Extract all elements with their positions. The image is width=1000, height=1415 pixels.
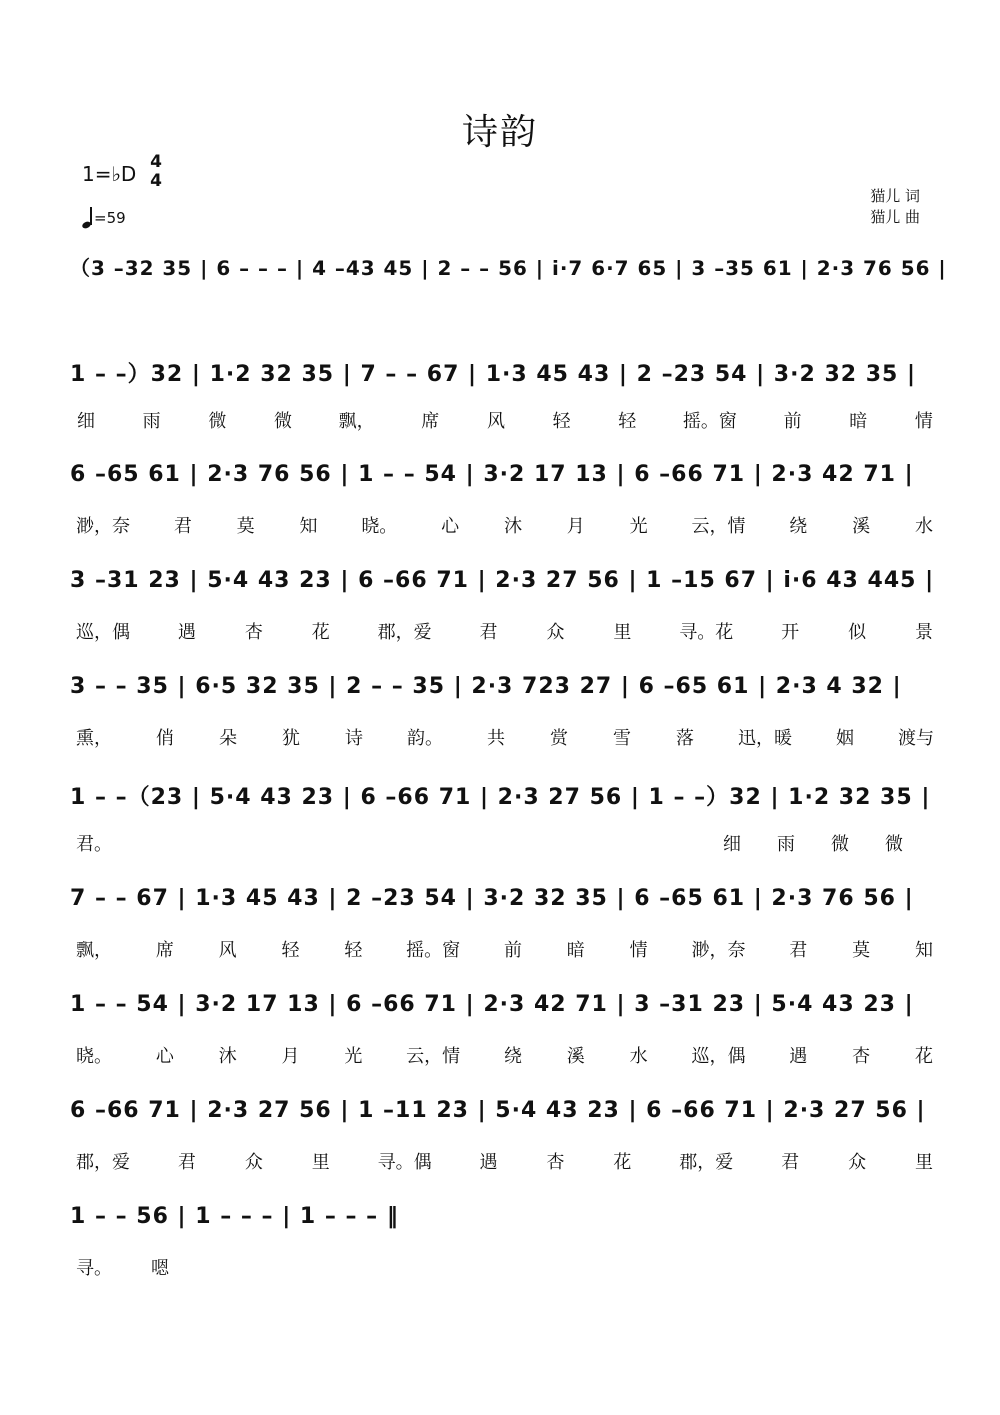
lyric-syllable: 光 [344,1046,363,1067]
lyric-syllable: 花 [613,1152,632,1173]
lyric-syllable: 暗 [849,411,868,432]
lyric-syllable: 风 [218,940,237,961]
lyric-syllable: 落 [676,728,694,749]
lyric-syllable: 知 [914,940,933,961]
lyric-syllable: 溪 [566,1046,585,1067]
lyric-syllable: 郡，爱 [76,1152,130,1173]
lyric-syllable: 绕 [789,516,808,537]
lyric-syllable: 轻 [344,940,363,961]
composer-credit: 猫儿 曲 [870,208,920,226]
notation-line: 1 – –（23 | 5·4 43 23 | 6 –66 71 | 2·3 27 56 | 1 – –）32 | 1·2 32 35 | [70,785,931,810]
lyrics-line [70,1042,940,1068]
lyric-syllable: 似 [848,622,867,643]
lyric-syllable: 熏， [76,728,112,749]
lyric-syllable: 微 [831,834,849,855]
lyric-syllable: 景 [914,622,933,643]
lyric-syllable: 共 [487,728,505,749]
lyric-syllable: 郡，爱 [679,1152,734,1173]
lyric-syllable: 溪 [852,516,871,537]
lyric-syllable: 雨 [777,834,795,855]
lyric-syllable: 摇。窗 [682,411,737,432]
lyric-syllable: 云，情 [691,516,746,537]
lyric-syllable: 轻 [281,940,300,961]
lyric-syllable: 席 [421,411,440,432]
lyric-syllable: 水 [629,1046,648,1067]
credits [870,186,920,228]
lyric-syllable: 晓。 [76,1046,112,1067]
lyric-syllable: 渺，奈 [76,516,130,537]
lyric-syllable: 遇 [479,1152,498,1173]
lyric-syllable: 韵。 [407,728,443,749]
notation-line: 6 –65 61 | 2·3 76 56 | 1 – – 54 | 3·2 17 13 | 6 –66 71 | 2·3 42 71 | [70,462,914,487]
lyric-syllable: 巡，偶 [76,622,130,643]
lyric-syllable: 渺，奈 [691,940,746,961]
lyric-syllable: 莫 [236,516,255,537]
lyric-syllable: 里 [613,622,632,643]
notation-line: 1 – –）32 | 1·2 32 35 | 7 – – 67 | 1·3 45 43 | 2 –23 54 | 3·2 32 35 | [70,362,917,387]
time-signature [147,153,165,191]
notation-line: 7 – – 67 | 1·3 45 43 | 2 –23 54 | 3·2 32 35 | 6 –65 61 | 2·3 76 56 | [70,886,914,911]
notation-line: 1 – – 54 | 3·2 17 13 | 6 –66 71 | 2·3 42 71 | 3 –31 23 | 5·4 43 23 | [70,992,914,1017]
notation-line: 6 –66 71 | 2·3 27 56 | 1 –11 23 | 5·4 43 23 | 6 –66 71 | 2·3 27 56 | [70,1098,926,1123]
lyric-syllable: 寻。偶 [377,1152,432,1173]
lyric-syllable: 前 [503,940,522,961]
lyric-syllable: 开 [781,622,800,643]
lyric-syllable: 暗 [566,940,585,961]
lyric-syllable: 君 [789,940,808,961]
lyric-syllable: 情 [914,411,933,432]
lyric-syllable: 杏 [244,622,263,643]
lyric-syllable: 众 [546,622,565,643]
lyric-syllable: 细 [723,834,741,855]
lyric-syllable: 嗯 [151,1258,169,1279]
lyric-syllable: 水 [914,516,933,537]
lyric-syllable: 风 [486,411,505,432]
notation-line: （3 –32 35 | 6 – – – | 4 –43 45 | 2 – – 56 | i·7 6·7 65 | 3 –35 61 | 2·3 76 56 | [70,256,947,280]
lyric-syllable: 遇 [789,1046,808,1067]
lyric-syllable: 月 [281,1046,300,1067]
lyric-syllable: 里 [311,1152,330,1173]
lyricist-credit: 猫儿 词 [870,187,920,205]
lyric-syllable: 沐 [503,516,522,537]
lyric-syllable: 莫 [852,940,871,961]
lyric-syllable: 花 [914,1046,933,1067]
lyric-syllable: 君 [479,622,498,643]
lyric-syllable: 俏 [156,728,174,749]
tempo-marking [82,206,126,228]
lyrics-line [70,936,940,962]
lyric-syllable: 里 [914,1152,933,1173]
lyric-syllable: 轻 [552,411,571,432]
lyric-syllable: 杏 [852,1046,871,1067]
lyric-syllable: 云，情 [406,1046,461,1067]
lyrics-line [70,830,940,856]
lyrics-line [70,1254,940,1280]
lyric-syllable: 知 [299,516,318,537]
lyrics-line [70,407,940,433]
notation-line: 1 – – 56 | 1 – – – | 1 – – – ‖ [70,1204,399,1229]
notation-line: 3 –31 23 | 5·4 43 23 | 6 –66 71 | 2·3 27 56 | 1 –15 67 | i·6 43 445 | [70,568,935,593]
lyric-syllable: 郡，爱 [377,622,432,643]
lyric-syllable: 飘， [76,940,112,961]
tempo-value: =59 [94,209,126,227]
lyric-syllable: 姻 [836,728,854,749]
lyric-syllable: 渡与 [898,728,934,749]
time-signature-bottom: 4 [150,171,162,191]
lyric-syllable: 光 [629,516,648,537]
notation-line: 3 – – 35 | 6·5 32 35 | 2 – – 35 | 2·3 723 27 | 6 –65 61 | 2·3 4 32 | [70,674,902,699]
lyric-syllable: 寻。花 [679,622,734,643]
lyric-syllable: 轻 [618,411,637,432]
lyric-syllable: 摇。窗 [406,940,461,961]
lyric-syllable: 君。 [76,834,112,855]
lyric-syllable: 雪 [613,728,631,749]
lyrics-line [70,618,940,644]
lyric-syllable: 飘， [338,411,375,432]
time-signature-top: 4 [150,152,162,172]
song-title: 诗韵 [461,112,538,153]
lyrics-line [70,1148,940,1174]
lyric-syllable: 细 [77,411,95,432]
lyric-syllable: 君 [781,1152,800,1173]
lyric-syllable: 心 [155,1046,174,1067]
lyric-syllable: 微 [885,834,903,855]
lyric-syllable: 众 [848,1152,867,1173]
lyrics-line [70,724,940,750]
lyric-syllable: 雨 [142,411,161,432]
lyric-syllable: 杏 [546,1152,565,1173]
lyric-syllable: 前 [783,411,802,432]
lyric-syllable: 巡，偶 [691,1046,746,1067]
lyric-syllable: 花 [311,622,330,643]
lyric-syllable: 月 [566,516,585,537]
quarter-note-icon [82,206,94,228]
lyric-syllable: 绕 [503,1046,522,1067]
lyric-syllable: 君 [177,1152,196,1173]
lyric-syllable: 君 [173,516,192,537]
lyric-syllable: 遇 [177,622,196,643]
lyric-syllable: 情 [629,940,648,961]
lyric-syllable: 微 [273,411,292,432]
lyric-syllable: 迅，暖 [738,728,792,749]
lyric-syllable: 心 [441,516,460,537]
lyric-syllable: 沐 [218,1046,237,1067]
lyric-syllable: 犹 [282,728,300,749]
key-signature: 1=♭D [82,162,137,186]
lyrics-line [70,512,940,538]
lyric-syllable: 朵 [219,728,237,749]
lyric-syllable: 席 [155,940,174,961]
lyric-syllable: 赏 [550,728,568,749]
lyric-syllable: 微 [208,411,227,432]
lyric-syllable: 众 [244,1152,263,1173]
lyric-syllable: 诗 [345,728,363,749]
lyric-syllable: 晓。 [361,516,398,537]
lyric-syllable: 寻。 [76,1258,112,1279]
